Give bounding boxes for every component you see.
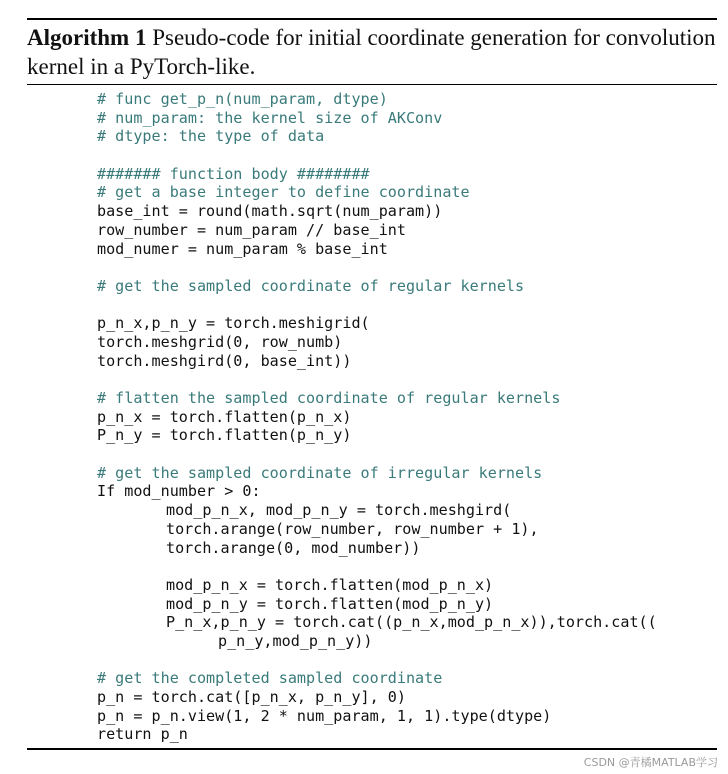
code-line: torch.arange(row_number, row_number + 1), [166, 519, 539, 538]
code-comment-line: # func get_p_n(num_param, dtype) [97, 90, 388, 108]
code-blank-line [97, 370, 657, 389]
code-line: row_number = num_param // base_int [97, 220, 406, 239]
code-line: base_int = round(math.sqrt(num_param)) [97, 202, 443, 221]
code-comment-line: # dtype: the type of data [97, 127, 325, 146]
code-line: p_n_x = torch.flatten(p_n_x) [97, 407, 352, 426]
code-line: p_n_x,p_n_y = torch.meshigrid( [97, 314, 370, 333]
code-comment-line: # get the sampled coordinate of regular kernels [97, 276, 525, 295]
algorithm-label: Algorithm 1 [27, 25, 147, 50]
code-line: p_n = torch.cat([p_n_x, p_n_y], 0) [97, 688, 406, 706]
code-line: mod_p_n_x, mod_p_n_y = torch.meshgird( [166, 501, 512, 520]
code-line: torch.arange(0, mod_number)) [166, 538, 421, 557]
code-comment-line: # num_param: the kernel size of AKConv [97, 108, 443, 127]
code-comment-line: # flatten the sampled coordinate of regular kernels [97, 389, 561, 407]
code-line: P_n_y = torch.flatten(p_n_y) [97, 426, 352, 445]
code-line: mod_numer = num_param % base_int [97, 239, 388, 258]
top-rule [27, 18, 717, 20]
algorithm-block [27, 18, 717, 85]
code-line: return p_n [97, 725, 188, 744]
code-blank-line [97, 146, 657, 165]
code-comment-line: ####### function body ######## [97, 164, 370, 183]
code-line: mod_p_n_y = torch.flatten(mod_p_n_y) [166, 594, 494, 613]
code-line: torch.meshgird(0, base_int)) [97, 351, 352, 370]
code-blank-line [97, 557, 657, 576]
code-line: P_n_x,p_n_y = torch.cat((p_n_x,mod_p_n_x)),torch.cat(( [166, 613, 657, 632]
code-comment-line: # get the completed sampled coordinate [97, 669, 443, 688]
caption-rule [27, 84, 717, 85]
code-blank-line [97, 651, 657, 670]
code-blank-line [97, 296, 657, 315]
code-line: If mod_number > 0: [97, 482, 261, 501]
pseudo-code-listing [97, 90, 657, 744]
bottom-rule [27, 748, 717, 750]
code-blank-line [97, 445, 657, 464]
code-line: p_n_y,mod_p_n_y)) [218, 631, 373, 650]
code-comment-line: # get a base integer to define coordinate [97, 183, 470, 202]
code-blank-line [97, 258, 657, 277]
code-line: p_n = p_n.view(1, 2 * num_param, 1, 1).type(dtype) [97, 706, 552, 725]
code-comment-line: # get the sampled coordinate of irregular kernels [97, 463, 543, 482]
code-line: mod_p_n_x = torch.flatten(mod_p_n_x) [166, 575, 494, 594]
algorithm-caption-text: Pseudo-code for initial coordinate generation for convolution kernel in a PyTorch-like. [27, 25, 716, 79]
algorithm-caption [27, 23, 717, 81]
code-line: torch.meshgrid(0, row_numb) [97, 332, 343, 351]
watermark: CSDN @青橘MATLAB学习 [583, 756, 718, 769]
